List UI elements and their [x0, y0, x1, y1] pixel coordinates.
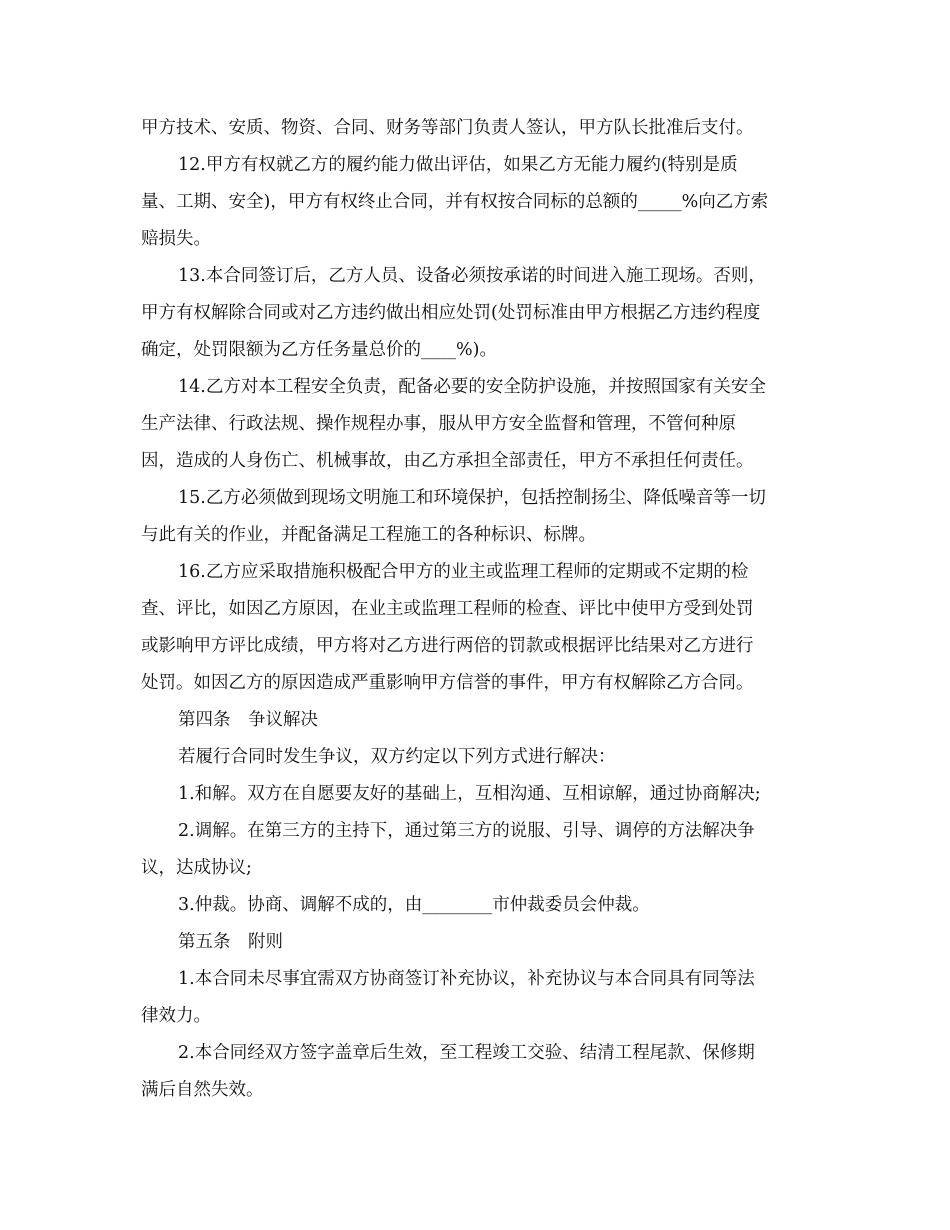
text-line: 因，造成的人身伤亡、机械事故，由乙方承担全部责任，甲方不承担任何责任。	[141, 451, 754, 471]
text-line: 3.仲裁。协商、调解不成的，由________市仲裁委员会仲裁。	[178, 895, 650, 915]
text-line: 1.和解。双方在自愿要友好的基础上，互相沟通、互相谅解，通过协商解决;	[178, 784, 761, 804]
text-line: 赔损失。	[141, 229, 211, 249]
text-line: 1.本合同未尽事宜需双方协商签订补充协议，补充协议与本合同具有同等法	[178, 969, 755, 989]
text-line: 第五条 附则	[178, 932, 283, 952]
text-line: 12.甲方有权就乙方的履约能力做出评估，如果乙方无能力履约(特别是质	[178, 155, 738, 175]
text-line: 2.调解。在第三方的主持下，通过第三方的说服、引导、调停的方法解决争	[178, 821, 755, 841]
text-line: 或影响甲方评比成绩，甲方将对乙方进行两倍的罚款或根据评比结果对乙方进行	[141, 636, 754, 656]
text-line: 生产法律、行政法规、操作规程办事，服从甲方安全监督和管理，不管何种原	[141, 414, 736, 434]
text-line: 律效力。	[141, 1006, 211, 1026]
text-line: 若履行合同时发生争议，双方约定以下列方式进行解决：	[178, 747, 616, 767]
document-page	[141, 110, 809, 1109]
text-line: 满后自然失效。	[141, 1080, 264, 1100]
text-line: 议，达成协议;	[141, 858, 252, 878]
text-line: 量、工期、安全)，甲方有权终止合同，并有权按合同标的总额的_____%向乙方索	[141, 192, 769, 212]
text-line: 处罚。如因乙方的原因造成严重影响甲方信誉的事件，甲方有权解除乙方合同。	[141, 673, 754, 693]
text-line: 甲方有权解除合同或对乙方违约做出相应处罚(处罚标准由甲方根据乙方违约程度	[141, 303, 761, 323]
text-line: 2.本合同经双方签字盖章后生效，至工程竣工交验、结清工程尾款、保修期	[178, 1043, 755, 1063]
text-line: 与此有关的作业，并配备满足工程施工的各种标识、标牌。	[141, 525, 596, 545]
text-line: 第四条 争议解决	[178, 710, 318, 730]
text-line: 16.乙方应采取措施积极配合甲方的业主或监理工程师的定期或不定期的检	[178, 562, 749, 582]
text-line: 甲方技术、安质、物资、合同、财务等部门负责人签认，甲方队长批准后支付。	[141, 118, 754, 138]
text-line: 14.乙方对本工程安全负责，配备必要的安全防护设施，并按照国家有关安全	[178, 377, 766, 397]
text-line: 查、评比，如因乙方原因，在业主或监理工程师的检查、评比中使甲方受到处罚	[141, 599, 754, 619]
text-line: 13.本合同签订后，乙方人员、设备必须按承诺的时间进入施工现场。否则，	[178, 266, 766, 286]
text-line: 确定，处罚限额为乙方任务量总价的____%)。	[141, 340, 497, 360]
text-line: 15.乙方必须做到现场文明施工和环境保护，包括控制扬尘、降低噪音等一切	[178, 488, 766, 508]
